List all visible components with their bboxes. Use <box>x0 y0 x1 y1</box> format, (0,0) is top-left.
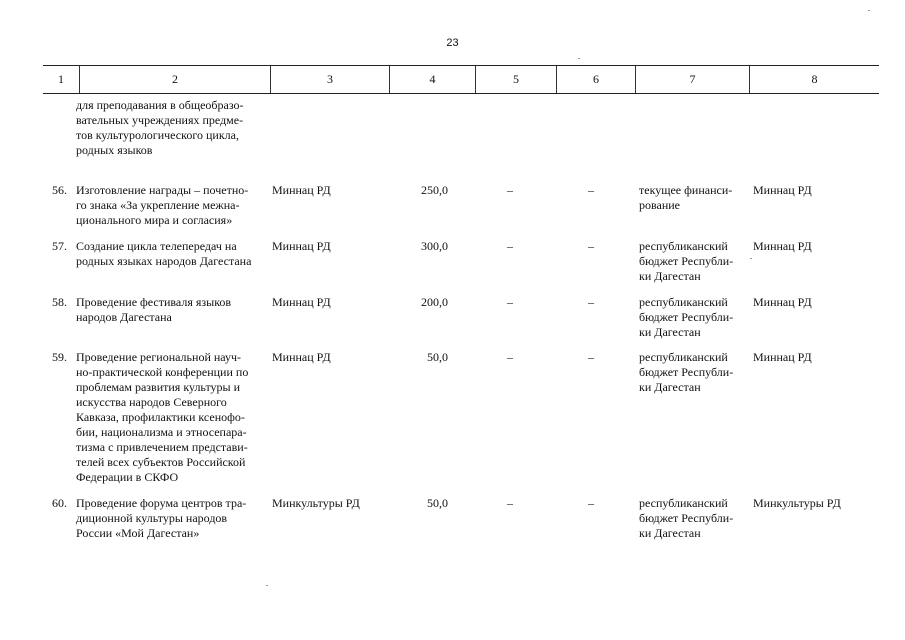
source-cell <box>639 183 747 213</box>
responsible-cell: Минкультуры РД <box>753 496 841 510</box>
source-line: республиканский <box>639 496 728 510</box>
responsible-cell: Миннац РД <box>753 183 812 197</box>
responsible-cell: Миннац РД <box>753 295 812 309</box>
header-col-3: 3 <box>327 72 333 86</box>
event-line: ционального мира и согласия» <box>76 213 233 227</box>
source-line: республиканский <box>639 295 728 309</box>
col6-cell: – <box>588 295 594 309</box>
col5-cell: – <box>507 295 513 309</box>
event-cell <box>76 350 266 485</box>
responsible-cell: Миннац РД <box>753 350 812 364</box>
event-line: народов Дагестана <box>76 310 172 324</box>
header-col-7: 7 <box>689 72 696 86</box>
source-cell <box>639 496 747 541</box>
event-line: телей всех субъектов Российской <box>76 455 246 469</box>
event-cell <box>76 295 266 325</box>
col6-cell: – <box>588 239 594 253</box>
source-line: бюджет Республи- <box>639 310 734 324</box>
event-line: бии, национализма и этносепара- <box>76 425 247 439</box>
col5-cell: – <box>507 183 513 197</box>
col6-cell: – <box>588 496 594 510</box>
source-line: текущее финанси- <box>639 183 733 197</box>
event-line: Изготовление награды – почетно- <box>76 183 249 197</box>
event-line: Проведение форума центров тра- <box>76 496 247 510</box>
source-line: бюджет Республи- <box>639 254 734 268</box>
header-col-8: 8 <box>811 72 818 86</box>
amount-cell: 200,0 <box>421 295 448 309</box>
source-line: республиканский <box>639 239 728 253</box>
page-number: 23 <box>446 37 459 49</box>
header-col-5: 5 <box>513 72 519 86</box>
scan-speck <box>578 58 580 59</box>
event-line: Проведение фестиваля языков <box>76 295 232 309</box>
event-line: Создание цикла телепередач на <box>76 239 237 253</box>
amount-cell: 250,0 <box>421 183 448 197</box>
event-line: диционной культуры народов <box>76 511 228 525</box>
event-cell <box>76 496 266 541</box>
executor-cell: Минкультуры РД <box>272 496 360 510</box>
event-line: родных языков <box>76 143 153 157</box>
amount-cell: 50,0 <box>427 496 448 510</box>
row-number: 56. <box>52 183 67 197</box>
row-number: 57. <box>52 239 67 253</box>
executor-cell: Миннац РД <box>272 183 331 197</box>
responsible-cell: Миннац РД <box>753 239 812 253</box>
scan-speck <box>266 585 268 586</box>
header-col-2: 2 <box>172 72 178 86</box>
source-line: республиканский <box>639 350 728 364</box>
event-cell <box>76 98 266 158</box>
event-line: России «Мой Дагестан» <box>76 526 200 540</box>
event-line: проблемам развития культуры и <box>76 380 241 394</box>
source-line: ки Дагестан <box>639 325 701 339</box>
event-cell <box>76 183 266 228</box>
amount-cell: 300,0 <box>421 239 448 253</box>
amount-cell: 50,0 <box>427 350 448 364</box>
source-cell <box>639 295 747 340</box>
event-line: но-практической конференции по <box>76 365 249 379</box>
row-number: 58. <box>52 295 67 309</box>
event-line: Кавказа, профилактики ксенофо- <box>76 410 245 424</box>
col6-cell: – <box>588 183 594 197</box>
source-cell <box>639 350 747 395</box>
event-line: Проведение региональной науч- <box>76 350 242 364</box>
col6-cell: – <box>588 350 594 364</box>
event-line: Федерации в СКФО <box>76 470 179 484</box>
event-line: го знака «За укрепление межна- <box>76 198 240 212</box>
col5-cell: – <box>507 350 513 364</box>
event-line: вательных учреждениях предме- <box>76 113 244 127</box>
row-number: 60. <box>52 496 67 510</box>
table-header <box>43 65 879 94</box>
executor-cell: Миннац РД <box>272 350 331 364</box>
header-col-4: 4 <box>429 72 436 86</box>
source-line: бюджет Республи- <box>639 511 734 525</box>
event-line: для преподавания в общеобразо- <box>76 98 244 112</box>
source-line: ки Дагестан <box>639 269 701 283</box>
source-line: ки Дагестан <box>639 526 701 540</box>
header-col-1: 1 <box>58 72 64 86</box>
scan-speck <box>868 10 870 11</box>
event-line: искусства народов Северного <box>76 395 227 409</box>
event-line: тизма с привлечением представи- <box>76 440 248 454</box>
source-cell <box>639 239 747 284</box>
event-line: тов культурологического цикла, <box>76 128 239 142</box>
source-line: бюджет Республи- <box>639 365 734 379</box>
event-line: родных языках народов Дагестана <box>76 254 252 268</box>
col5-cell: – <box>507 239 513 253</box>
header-col-6: 6 <box>593 72 599 86</box>
source-line: ки Дагестан <box>639 380 701 394</box>
row-number: 59. <box>52 350 67 364</box>
scan-speck <box>750 258 752 259</box>
executor-cell: Миннац РД <box>272 239 331 253</box>
executor-cell: Миннац РД <box>272 295 331 309</box>
col5-cell: – <box>507 496 513 510</box>
source-line: рование <box>639 198 681 212</box>
event-cell <box>76 239 266 269</box>
